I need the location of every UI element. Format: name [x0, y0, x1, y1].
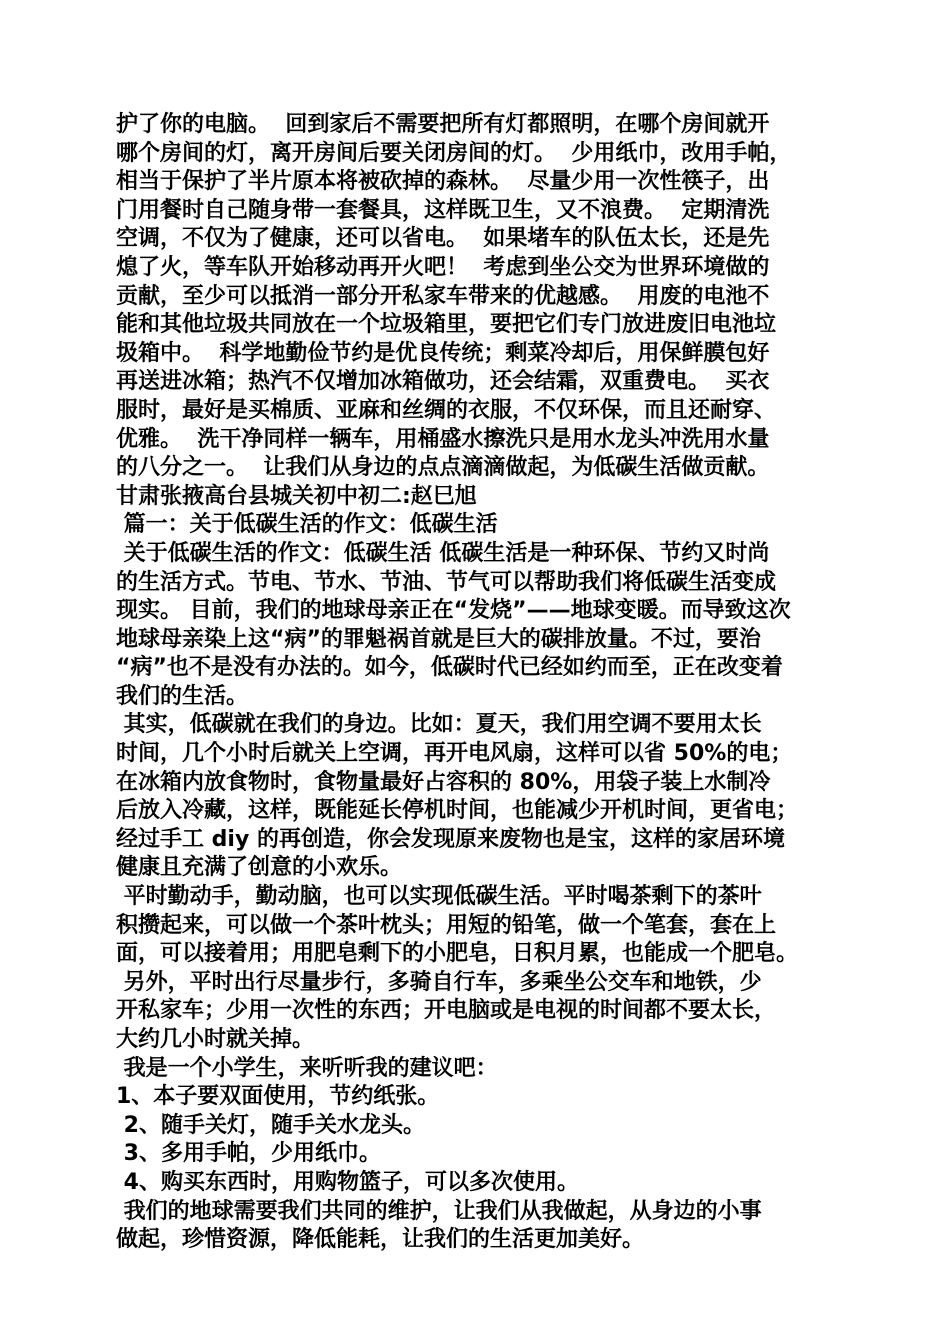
text-line: 护了你的电脑。 回到家后不需要把所有灯都照明，在哪个房间就开 [116, 112, 770, 137]
text-line: 圾箱中。 科学地勤俭节约是优良传统；剩菜冷却后，用保鲜膜包好 [116, 340, 770, 366]
text-line: 的八分之一。 让我们从身边的点点滴滴做起，为低碳生活做贡献。 [116, 455, 770, 481]
text-line: 哪个房间的灯，离开房间后要关闭房间的灯。 少用纸巾，改用手帕， [116, 140, 792, 166]
text-line: 再送进冰箱；热汽不仅增加冰箱做功，还会结霜，双重费电。 买衣 [116, 369, 770, 395]
text-line: 面，可以接着用；用肥皂剩下的小肥皂，日积月累，也能成一个肥皂。 [116, 941, 799, 967]
text-line: 空调，不仅为了健康，还可以省电。 如果堵车的队伍太长，还是先 [116, 226, 770, 252]
text-line: 我是一个小学生，来听听我的建议吧： [116, 1055, 498, 1081]
text-line: 大约几小时就关掉。 [116, 1027, 315, 1052]
author-line: 甘肃张掖高台县城关初中初二:赵巳旭 [116, 483, 477, 509]
text-line: 平时勤动手，勤动脑，也可以实现低碳生活。平时喝茶剩下的茶叶 [116, 884, 762, 910]
text-line: 现实。 目前，我们的地球母亲正在“发烧”——地球变暖。而导致这次 [116, 598, 791, 624]
text-line: 能和其他垃圾共同放在一个垃圾箱里，要把它们专门放进废旧电池垃 [116, 312, 777, 338]
text-line: 经过手工 diy 的再创造，你会发现原来废物也是宝，这样的家居环境 [116, 826, 785, 852]
text-line: 门用餐时自己随身带一套餐具，这样既卫生，又不浪费。 定期清洗 [116, 197, 770, 223]
text-line: 我们的生活。 [116, 683, 249, 709]
text-line: 地球母亲染上这“病”的罪魁祸首就是巨大的碳排放量。不过，要治 [116, 626, 761, 652]
text-line: 在冰箱内放食物时，食物量最好占容积的 80%，用袋子装上水制冷 [116, 769, 771, 795]
list-item: 2、随手关灯，随手关水龙头。 [116, 1112, 425, 1138]
text-line: 相当于保护了半片原本将被砍掉的森林。 尽量少用一次性筷子，出 [116, 169, 770, 195]
text-line: 贡献，至少可以抵消一部分开私家车带来的优越感。 用废的电池不 [116, 283, 770, 309]
text-line: 时间，几个小时后就关上空调，再开电风扇，这样可以省 50%的电； [116, 741, 793, 767]
text-line: 关于低碳生活的作文：低碳生活 低碳生活是一种环保、节约又时尚 [116, 540, 770, 566]
text-line: 开私家车；少用一次性的东西；开电脑或是电视的时间都不要太长， [116, 998, 777, 1024]
text-line: 健康且充满了创意的小欢乐。 [116, 855, 403, 881]
text-line: 其实，低碳就在我们的身边。比如：夏天，我们用空调不要用太长 [116, 712, 762, 738]
document-body [116, 111, 856, 1255]
text-line: 的生活方式。节电、节水、节油、节气可以帮助我们将低碳生活变成 [116, 569, 777, 595]
list-item: 3、多用手帕，少用纸巾。 [116, 1141, 381, 1167]
text-line: 另外，平时出行尽量步行，多骑自行车，多乘坐公交车和地铁，少 [116, 969, 762, 995]
text-line: 做起，珍惜资源，降低能耗，让我们的生活更加美好。 [116, 1227, 645, 1253]
text-line: 熄了火，等车队开始移动再开火吧！ 考虑到坐公交为世界环境做的 [116, 254, 770, 280]
list-item: 4、购买东西时，用购物篮子，可以多次使用。 [116, 1169, 579, 1195]
text-line: 服时，最好是买棉质、亚麻和丝绸的衣服，不仅环保，而且还耐穿、 [116, 397, 777, 423]
text-line: “病”也不是没有办法的。如今，低碳时代已经如约而至，正在改变着 [116, 655, 783, 681]
text-line: 积攒起来，可以做一个茶叶枕头；用短的铅笔，做一个笔套，套在上 [116, 912, 777, 938]
text-line: 后放入冷藏，这样，既能延长停机时间，也能减少开机时间，更省电； [116, 798, 799, 824]
text-line: 优雅。 洗干净同样一辆车，用桶盛水擦洗只是用水龙头冲洗用水量 [116, 426, 770, 452]
text-line: 我们的地球需要我们共同的维护，让我们从我做起，从身边的小事 [116, 1198, 762, 1224]
list-item: 1、本子要双面使用，节约纸张。 [116, 1084, 440, 1110]
section-heading: 篇一：关于低碳生活的作文：低碳生活 [116, 512, 498, 538]
